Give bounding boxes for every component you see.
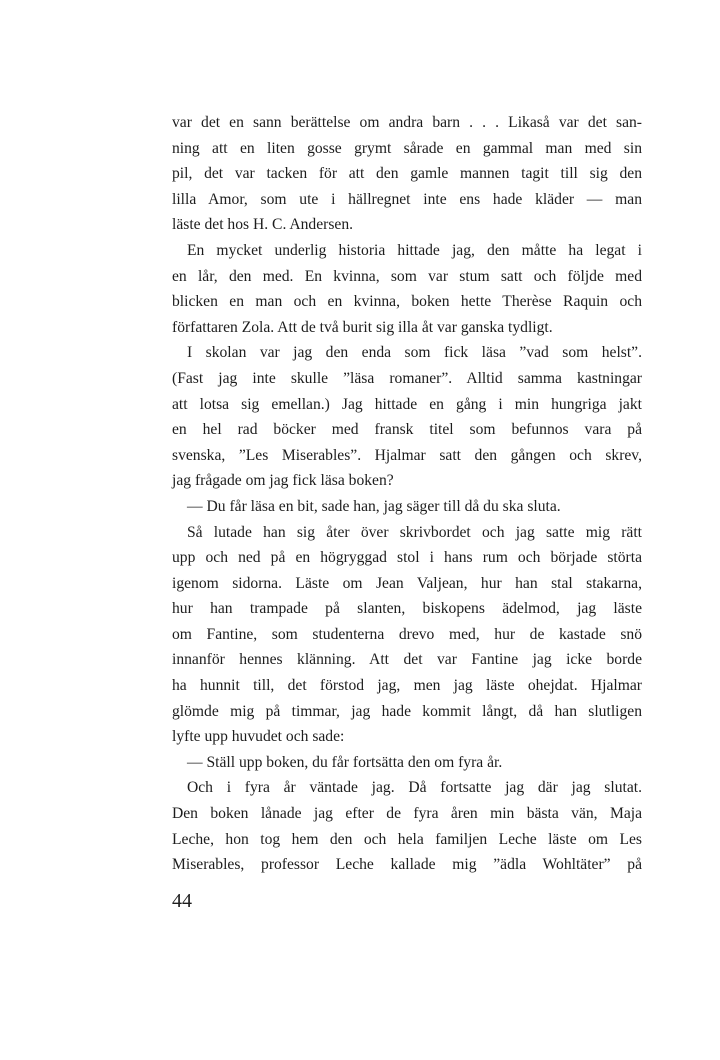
text-line: blicken en man och en kvinna, boken hette Therèse Raquin och [172, 293, 642, 311]
text-line: lyfte upp huvudet och sade: [172, 728, 345, 746]
text-line: — Ställ upp boken, du får fortsätta den om fyra år. [187, 753, 503, 771]
text-line: (Fast jag inte skulle ”läsa romaner”. Alltid samma kastningar [172, 369, 642, 387]
text-line: upp och ned på en högryggad stol i hans rum och började störta [172, 549, 642, 567]
text-line: läste det hos H. C. Andersen. [172, 216, 354, 234]
text-line: glömde mig på timmar, jag hade kommit långt, då han slutligen [172, 702, 642, 720]
text-line: om Fantine, som studenterna drevo med, hur de kastade snö [172, 625, 642, 643]
page-number: 44 [172, 890, 192, 912]
text-line: hur han trampade på slanten, biskopens ädelmod, jag läste [172, 600, 642, 618]
text-line: en lår, den med. En kvinna, som var stum satt och följde med [172, 267, 642, 285]
text-line: — Du får läsa en bit, sade han, jag säger till då du ska sluta. [187, 497, 561, 515]
text-line: Och i fyra år väntade jag. Då fortsatte jag där jag slutat. [187, 779, 642, 797]
text-line: en hel rad böcker med fransk titel som befunnos vara på [172, 421, 642, 439]
text-line: I skolan var jag den enda som fick läsa ”vad som helst”. [187, 344, 642, 362]
text-line: att lotsa sig emellan.) Jag hittade en gång i min hungriga jakt [172, 395, 642, 413]
text-line: innanför hennes klänning. Att det var Fantine jag icke borde [172, 651, 642, 669]
text-line: författaren Zola. Att de två burit sig illa åt var ganska tydligt. [172, 318, 553, 336]
text-line: pil, det var tacken för att den gamle mannen tagit till sig den [172, 165, 642, 183]
text-line: Så lutade han sig åter över skrivbordet och jag satte mig rätt [187, 523, 642, 541]
text-line: ha hunnit till, det förstod jag, men jag läste ohejdat. Hjalmar [172, 677, 642, 695]
text-line: svenska, ”Les Miserables”. Hjalmar satt den gången och skrev, [172, 446, 642, 464]
text-line: En mycket underlig historia hittade jag, den måtte ha legat i [187, 241, 642, 259]
text-line: Miserables, professor Leche kallade mig ”ädla Wohltäter” på [172, 856, 642, 874]
text-line: igenom sidorna. Läste om Jean Valjean, hur han stal stakarna, [172, 574, 642, 592]
text-line: var det en sann berättelse om andra barn . . . Likaså var det san- [172, 114, 642, 131]
body-text [172, 110, 642, 878]
text-line: ning att en liten gosse grymt sårade en gammal man med sin [172, 139, 642, 157]
text-line: lilla Amor, som ute i hällregnet inte ens hade kläder — man [172, 190, 642, 208]
text-line: jag frågade om jag fick läsa boken? [172, 472, 394, 490]
text-line: Den boken lånade jag efter de fyra åren min bästa vän, Maja [172, 805, 642, 823]
text-line: Leche, hon tog hem den och hela familjen Leche läste om Les [172, 830, 642, 848]
